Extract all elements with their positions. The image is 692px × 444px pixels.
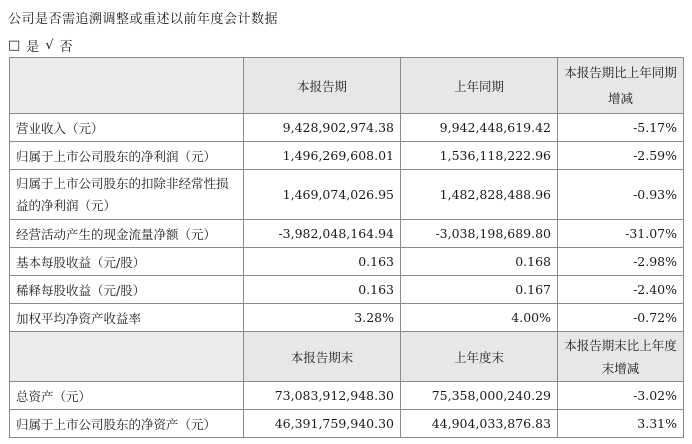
row-label: 归属于上市公司股东的净利润（元） [10, 142, 244, 170]
header-period-change: 本报告期比上年同期增减 [558, 58, 684, 114]
row-label: 基本每股收益（元/股） [10, 248, 244, 276]
row-label: 加权平均净资产收益率 [10, 304, 244, 332]
table-row [10, 220, 684, 248]
row-current: 1,496,269,608.01 [244, 142, 401, 170]
table-row [10, 382, 684, 410]
table-row [10, 276, 684, 304]
check-mark-icon[interactable]: √ [45, 38, 54, 53]
row-change: -2.59% [558, 142, 684, 170]
row-current: 0.163 [244, 276, 401, 304]
no-label: 否 [59, 40, 73, 55]
table-row [10, 248, 684, 276]
header-current-period-end: 本报告期末 [244, 332, 401, 382]
table-row [10, 304, 684, 332]
table-row [10, 410, 684, 438]
row-change: -0.93% [558, 170, 684, 220]
row-label: 稀释每股收益（元/股） [10, 276, 244, 304]
header-label-cell [10, 332, 244, 382]
row-current: 3.28% [244, 304, 401, 332]
header-prior-period: 上年同期 [401, 58, 558, 114]
row-change: -2.98% [558, 248, 684, 276]
header-current-period: 本报告期 [244, 58, 401, 114]
header-prior-year-end: 上年度末 [401, 332, 558, 382]
yes-label: 是 [26, 40, 40, 55]
header-label-cell [10, 58, 244, 114]
table-header-period-end [10, 332, 684, 382]
row-label: 总资产（元） [10, 382, 244, 410]
row-label: 归属于上市公司股东的扣除非经常性损益的净利润（元） [10, 170, 244, 220]
row-change: -5.17% [558, 114, 684, 142]
row-change: -31.07% [558, 220, 684, 248]
row-prior: 0.167 [401, 276, 558, 304]
row-current: 9,428,902,974.38 [244, 114, 401, 142]
row-prior: 44,904,033,876.83 [401, 410, 558, 438]
row-change: -3.02% [558, 382, 684, 410]
row-change: -2.40% [558, 276, 684, 304]
row-label: 营业收入（元） [10, 114, 244, 142]
row-prior: 9,942,448,619.42 [401, 114, 558, 142]
table-row [10, 170, 684, 220]
row-change: -0.72% [558, 304, 684, 332]
row-prior: 0.168 [401, 248, 558, 276]
row-change: 3.31% [558, 410, 684, 438]
row-current: 1,469,074,026.95 [244, 170, 401, 220]
header-period-end-change: 本报告期末比上年度末增减 [558, 332, 684, 382]
row-prior: -3,038,198,689.80 [401, 220, 558, 248]
row-prior: 4.00% [401, 304, 558, 332]
row-current: 73,083,912,948.30 [244, 382, 401, 410]
financial-data-table [9, 57, 684, 438]
section-heading: 公司是否需追溯调整或重述以前年度会计数据 [8, 12, 279, 27]
table-header-period [10, 58, 684, 114]
restatement-choice [8, 36, 73, 55]
row-current: 0.163 [244, 248, 401, 276]
row-prior: 75,358,000,240.29 [401, 382, 558, 410]
yes-checkbox[interactable]: □ [8, 38, 21, 53]
row-current: -3,982,048,164.94 [244, 220, 401, 248]
row-prior: 1,482,828,488.96 [401, 170, 558, 220]
table-row [10, 142, 684, 170]
row-prior: 1,536,118,222.96 [401, 142, 558, 170]
table-row [10, 114, 684, 142]
row-label: 经营活动产生的现金流量净额（元） [10, 220, 244, 248]
row-label: 归属于上市公司股东的净资产（元） [10, 410, 244, 438]
row-current: 46,391,759,940.30 [244, 410, 401, 438]
